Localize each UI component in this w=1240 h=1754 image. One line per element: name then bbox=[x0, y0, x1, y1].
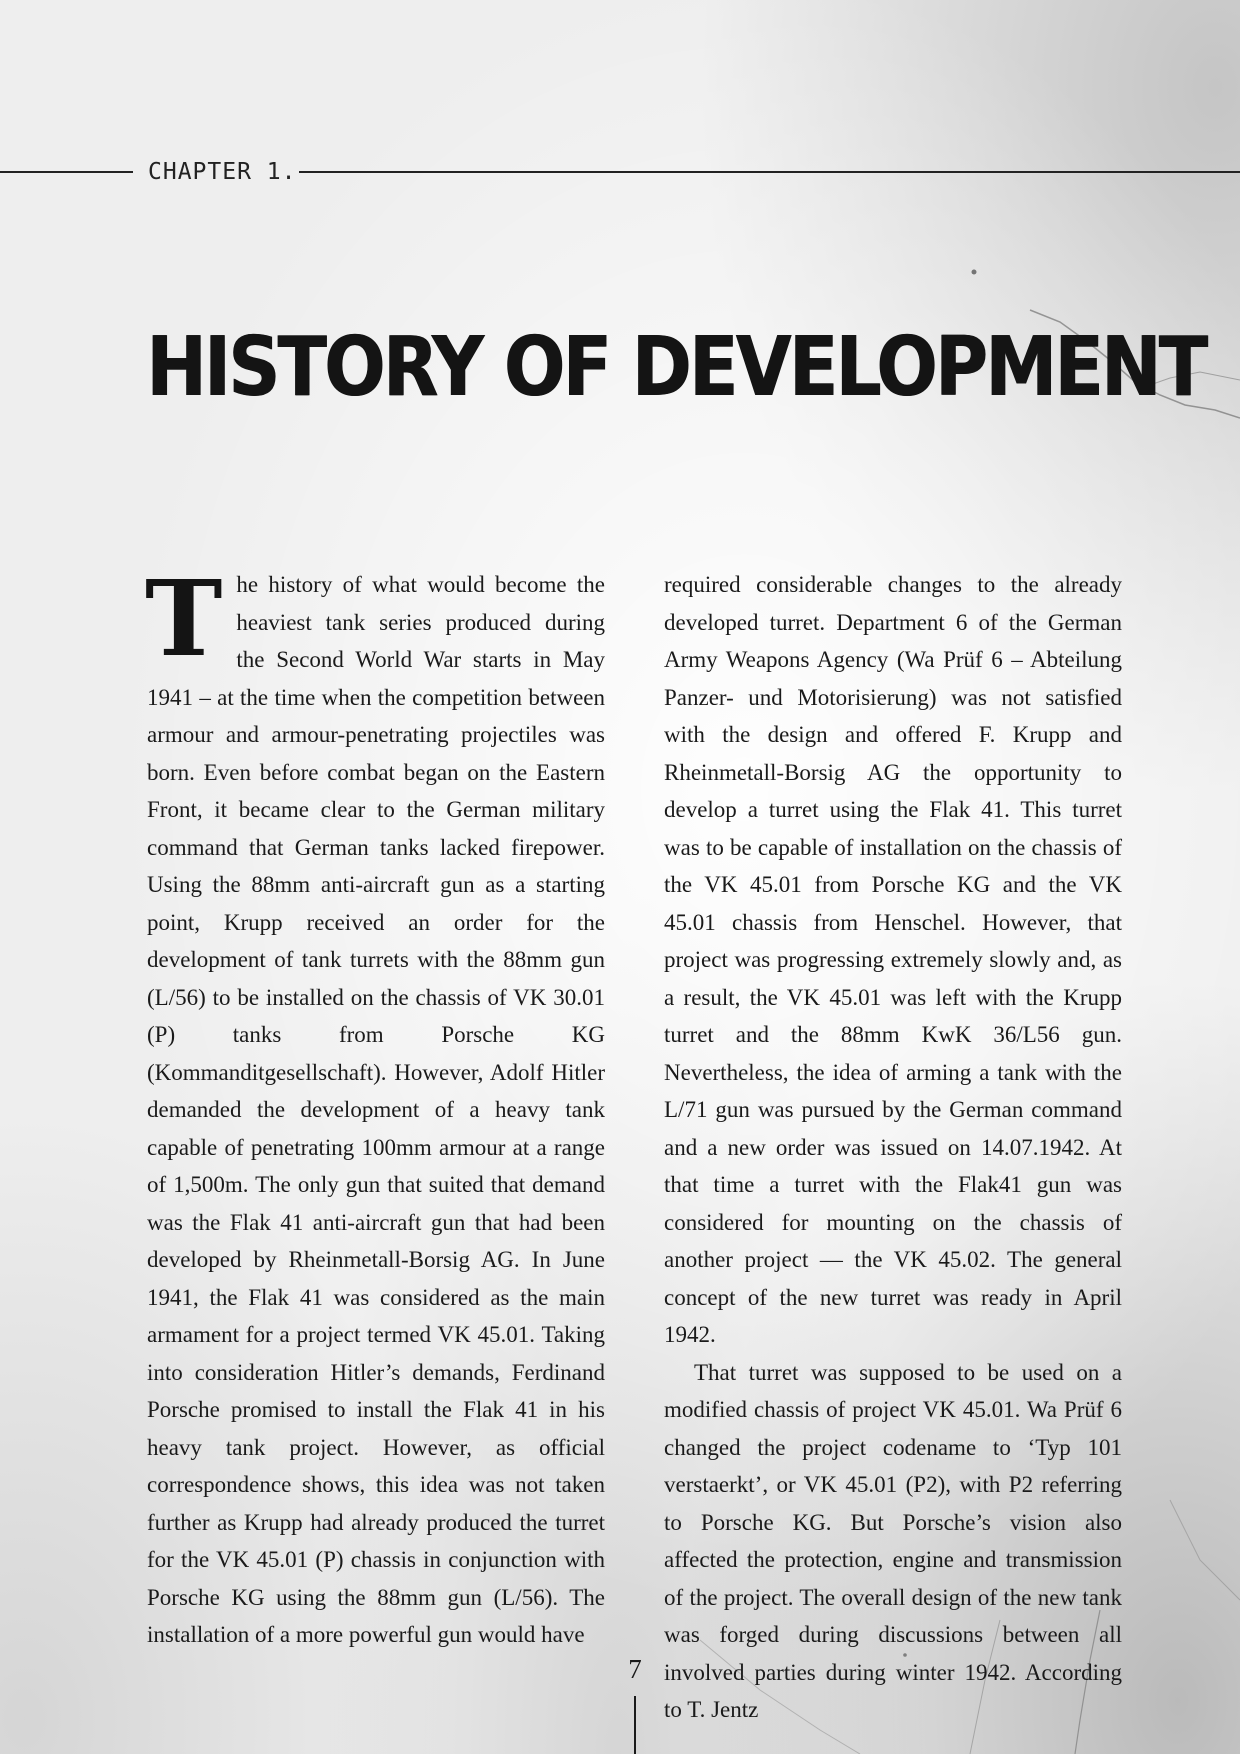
page-number: 7 bbox=[628, 1654, 642, 1684]
body-paragraph: That turret was supposed to be used on a modified chassis of project VK 45.01. Wa Prüf 6 changed the project codename to ‘Typ 101 verstaerkt’, or VK 45.01 (P2), with P2 referring to Porsche KG. But Porsche’s vision also affected the protection, engine and transmission of the project. The overall design of the new tank was forged during discussions between all involved parties during winter 1942. According to T. Jentz bbox=[664, 1359, 1122, 1722]
body-paragraph: required considerable changes to the already developed turret. Department 6 of the German Army Weapons Agency (Wa Prüf 6 – Abteilung Panzer- und Motorisierung) was not satisfied with the design and offered F. Krupp and Rheinmetall-Borsig AG the opportunity to develop a turret using the Flak 41. This turret was to be capable of installation on the chassis of the VK 45.01 from Porsche KG and the VK 45.01 chassis from Henschel. However, that project was progressing extremely slowly and, as a result, the VK 45.01 was left with the Krupp turret and the 88mm KwK 36/L56 gun. Nevertheless, the idea of arming a tank with the L/71 gun was pursued by the German command and a new order was issued on 14.07.1942. At that time a turret with the Flak41 gun was considered for mounting on the chassis of another project — the VK 45.02. The general concept of the new turret was ready in April 1942. bbox=[664, 572, 1122, 1347]
body-column-left bbox=[145, 557, 605, 1654]
chapter-rule-right bbox=[299, 171, 1240, 173]
page-title: HISTORY OF DEVELOPMENT bbox=[146, 320, 1206, 415]
page-number-rule bbox=[634, 1696, 636, 1754]
body-paragraph bbox=[145, 557, 605, 1654]
body-text: he history of what would become the heaviest tank series produced during the Second World War starts in May 1941 – at the time when the competition between armour and armour-penetrating projectiles was born. Even before combat began on the Eastern Front, it became clear to the German military command that German tanks lacked firepower. Using the 88mm anti-aircraft gun as a starting point, Krupp received an order for the development of tank turrets with the 88mm gun (L/56) to be installed on the chassis of VK 30.01 (P) tanks from Porsche KG (Kommanditgesellschaft). However, Adolf Hitler demanded the development of a heavy tank capable of penetrating 100mm armour at a range of 1,500m. The only gun that suited that demand was the Flak 41 anti-aircraft gun that had been developed by Rheinmetall-Borsig AG. In June 1941, the Flak 41 was considered as the main armament for a project termed VK 45.01. Taking into consideration Hitler’s demands, Ferdinand Porsche promised to install the Flak 41 in his heavy tank project. However, as official correspondence shows, this idea was not taken further as Krupp had already produced the turret for the VK 45.01 (P) chassis in conjunction with Porsche KG using the 88mm gun (L/56). The installation of a more powerful gun would have bbox=[147, 572, 605, 1647]
chapter-rule-left bbox=[0, 171, 133, 173]
drop-cap: T bbox=[145, 557, 223, 680]
chapter-label: CHAPTER 1. bbox=[148, 159, 297, 185]
body-column-right bbox=[664, 566, 1122, 1729]
